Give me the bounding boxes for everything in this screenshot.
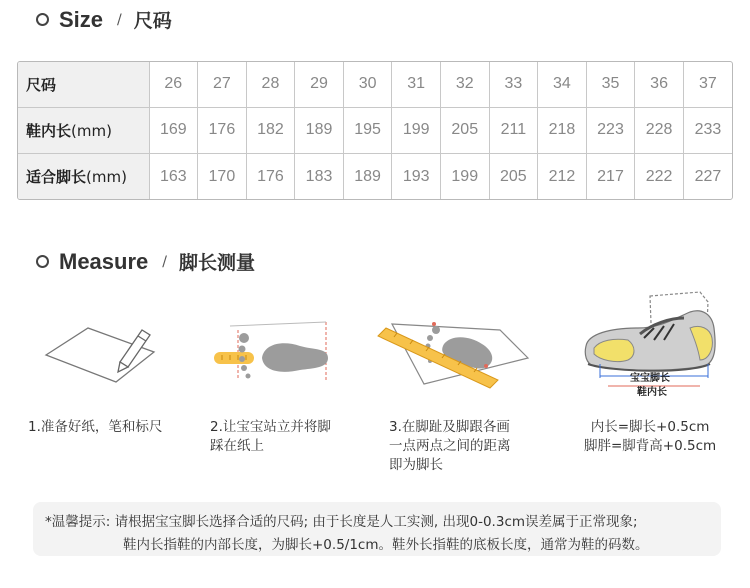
row-header-unit: (mm) <box>71 121 112 140</box>
table-cell: 195 <box>343 107 392 153</box>
table-cell: 26 <box>149 62 198 107</box>
measure-title-zh: 脚长测量 <box>179 252 256 274</box>
table-cell: 36 <box>635 62 684 107</box>
inner-length-label: 鞋内长 <box>637 387 667 398</box>
row-header-unit: (mm) <box>86 168 127 187</box>
step-2-caption <box>210 418 331 456</box>
table-cell: 227 <box>683 154 732 199</box>
table-cell: 211 <box>489 107 538 153</box>
circle-bullet-icon <box>36 255 49 268</box>
table-cell: 169 <box>149 107 198 153</box>
table-row <box>18 154 732 199</box>
step-4-line-2: 脚胖=脚背高+0.5cm <box>584 438 717 454</box>
table-cell: 228 <box>635 107 684 153</box>
table-cell: 35 <box>586 62 635 107</box>
row-header-label: 适合脚长 <box>26 168 87 187</box>
table-cell: 217 <box>586 154 635 199</box>
size-section-title <box>36 6 172 33</box>
title-separator: / <box>162 253 167 270</box>
table-cell: 176 <box>246 154 295 199</box>
table-cell: 218 <box>538 107 587 153</box>
step-3-line-2: 一点两点之间的距离 <box>389 438 511 454</box>
table-row <box>18 107 732 153</box>
ruler-icon <box>214 352 254 364</box>
step-1-line-1: 1.准备好纸，笔和标尺 <box>28 419 163 435</box>
step-4-line-1: 内长=脚长+0.5cm <box>590 419 710 435</box>
table-cell: 199 <box>440 154 489 199</box>
measure-section-title <box>36 248 255 275</box>
table-cell: 30 <box>343 62 392 107</box>
shoe-cross-section-illustration <box>580 288 730 400</box>
table-cell: 205 <box>440 107 489 153</box>
step-2-line-1: 2.让宝宝站立并将脚 <box>210 419 331 435</box>
table-cell: 34 <box>538 62 587 107</box>
size-title-zh: 尺码 <box>133 10 172 32</box>
table-cell: 212 <box>538 154 587 199</box>
row-header <box>18 62 149 107</box>
table-row <box>18 62 732 107</box>
table-cell: 182 <box>246 107 295 153</box>
step-3-caption <box>389 418 511 475</box>
table-cell: 176 <box>198 107 247 153</box>
circle-bullet-icon <box>36 13 49 26</box>
row-header-label: 尺码 <box>26 75 57 94</box>
measure-title-en: Measure <box>59 248 149 274</box>
size-title-en: Size <box>59 6 104 32</box>
table-cell: 183 <box>295 154 344 199</box>
table-cell: 29 <box>295 62 344 107</box>
table-cell: 31 <box>392 62 441 107</box>
table-cell: 233 <box>683 107 732 153</box>
table-cell: 222 <box>635 154 684 199</box>
table-cell: 223 <box>586 107 635 153</box>
table-cell: 33 <box>489 62 538 107</box>
table-cell: 170 <box>198 154 247 199</box>
row-header-label: 鞋内长 <box>26 121 72 140</box>
foot-length-label: 宝宝脚长 <box>630 373 670 384</box>
table-cell: 205 <box>489 154 538 199</box>
table-cell: 199 <box>392 107 441 153</box>
step-4-caption <box>584 418 716 456</box>
step-3-line-1: 3.在脚趾及脚跟各画 <box>389 419 510 435</box>
table-cell: 189 <box>295 107 344 153</box>
table-cell: 37 <box>683 62 732 107</box>
notice-box <box>33 502 721 556</box>
table-cell: 193 <box>392 154 441 199</box>
notice-line-2: 鞋内长指鞋的内部长度，为脚长+0.5/1cm。鞋外长指鞋的底板长度，通常为鞋的码数。 <box>123 537 649 553</box>
table-cell: 189 <box>343 154 392 199</box>
table-cell: 32 <box>440 62 489 107</box>
notice-line-1: *温馨提示: 请根据宝宝脚长选择合适的尺码; 由于长度是人工实测, 出现0-0.3cm误差属于正常现象; <box>45 514 638 530</box>
row-header <box>18 107 149 153</box>
paper-pen-illustration <box>38 300 168 390</box>
step-3-line-3: 即为脚长 <box>389 457 443 473</box>
title-separator: / <box>117 11 122 28</box>
step-2-line-2: 踩在纸上 <box>210 438 264 454</box>
foot-on-paper-illustration <box>210 300 340 390</box>
row-header <box>18 154 149 199</box>
size-table <box>17 61 733 200</box>
measure-steps <box>0 300 750 480</box>
table-cell: 28 <box>246 62 295 107</box>
ruler-measure-illustration <box>372 300 532 395</box>
step-1-caption <box>28 418 162 437</box>
table-cell: 27 <box>198 62 247 107</box>
table-cell: 163 <box>149 154 198 199</box>
